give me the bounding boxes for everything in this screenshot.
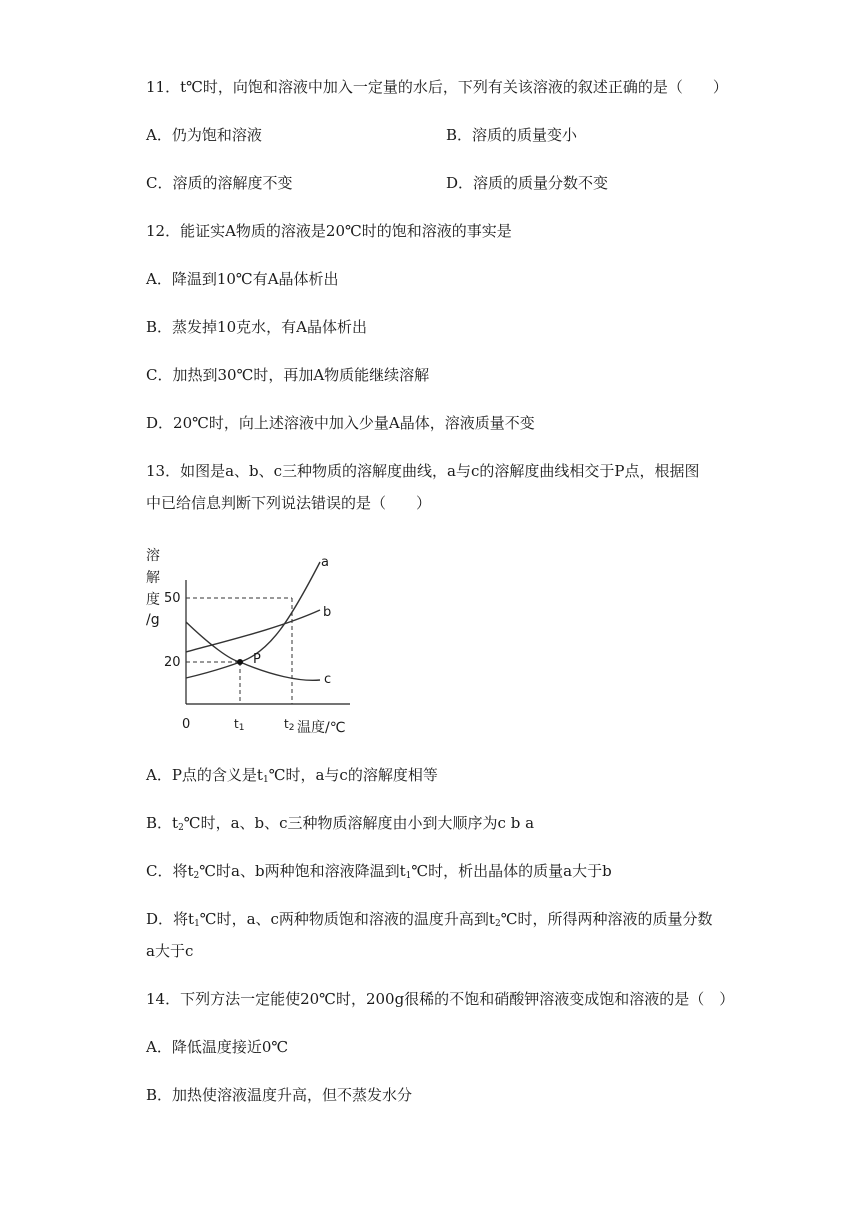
q11-option-b: B．溶质的质量变小 <box>446 126 578 144</box>
origin-label: 0 <box>182 717 191 732</box>
y-axis-label-char-4: /g <box>146 612 160 628</box>
curve-b <box>186 610 320 652</box>
y-axis-label-char-3: 度 <box>146 592 160 608</box>
q13-stem-line1: 13．如图是a、b、c三种物质的溶解度曲线，a与c的溶解度曲线相交于P点，根据图 <box>146 462 700 480</box>
q14-stem: 14．下列方法一定能使20℃时，200g很稀的不饱和硝酸钾溶液变成饱和溶液的是（ ） <box>146 990 735 1008</box>
q12-option-b: B．蒸发掉10克水，有A晶体析出 <box>146 318 367 336</box>
q11-stem: 11．t℃时，向饱和溶液中加入一定量的水后，下列有关该溶液的叙述正确的是（ ） <box>146 78 728 96</box>
q13-option-b: B．$t_2℃$时，a、b、c三种物质溶解度由小到大顺序为c b a <box>146 814 535 833</box>
q12-option-d: D．20℃时，向上述溶液中加入少量A晶体，溶液质量不变 <box>146 414 535 432</box>
point-p-marker <box>237 659 243 665</box>
q11-option-d: D．溶质的质量分数不变 <box>446 174 609 192</box>
solubility-curve-graph <box>140 540 370 740</box>
q13-option-d-line2: a大于c <box>146 942 194 960</box>
y-tick-20: 20 <box>164 655 181 670</box>
curve-c-label: c <box>324 672 332 687</box>
y-axis-label-char-1: 溶 <box>146 548 160 564</box>
y-tick-50: 50 <box>164 591 181 606</box>
x-axis-label: 温度/℃ <box>297 720 346 736</box>
q13-stem-line2: 中已给信息判断下列说法错误的是（ ） <box>146 494 432 512</box>
q12-stem: 12．能证实A物质的溶液是20℃时的饱和溶液的事实是 <box>146 222 512 240</box>
x-tick-t2: t2 <box>284 717 295 733</box>
q14-option-a: A．降低温度接近0℃ <box>146 1038 289 1056</box>
q14-option-b: B．加热使溶液温度升高，但不蒸发水分 <box>146 1086 413 1104</box>
q12-option-c: C．加热到30℃时，再加A物质能继续溶解 <box>146 366 430 384</box>
curve-b-label: b <box>323 605 332 620</box>
q12-option-a: A．降温到10℃有A晶体析出 <box>146 270 339 288</box>
q11-option-c: C．溶质的溶解度不变 <box>146 174 293 192</box>
y-axis-label-char-2: 解 <box>146 570 160 586</box>
x-tick-t1: t1 <box>234 717 245 733</box>
point-p-label: P <box>253 652 261 667</box>
q11-option-a: A．仍为饱和溶液 <box>146 126 262 144</box>
q13-option-a: A．P点的含义是$t_1℃$时，a与c的溶解度相等 <box>146 766 438 785</box>
q13-option-c: C．将$t_2℃$时a、b两种饱和溶液降温到$t_1℃$时，析出晶体的质量a大于b <box>146 862 612 881</box>
q13-option-d-line1: D．将$t_1℃$时，a、c两种物质饱和溶液的温度升高到$t_2℃$时，所得两种溶液的质量分数 <box>146 910 713 929</box>
curve-a-label: a <box>321 555 329 570</box>
